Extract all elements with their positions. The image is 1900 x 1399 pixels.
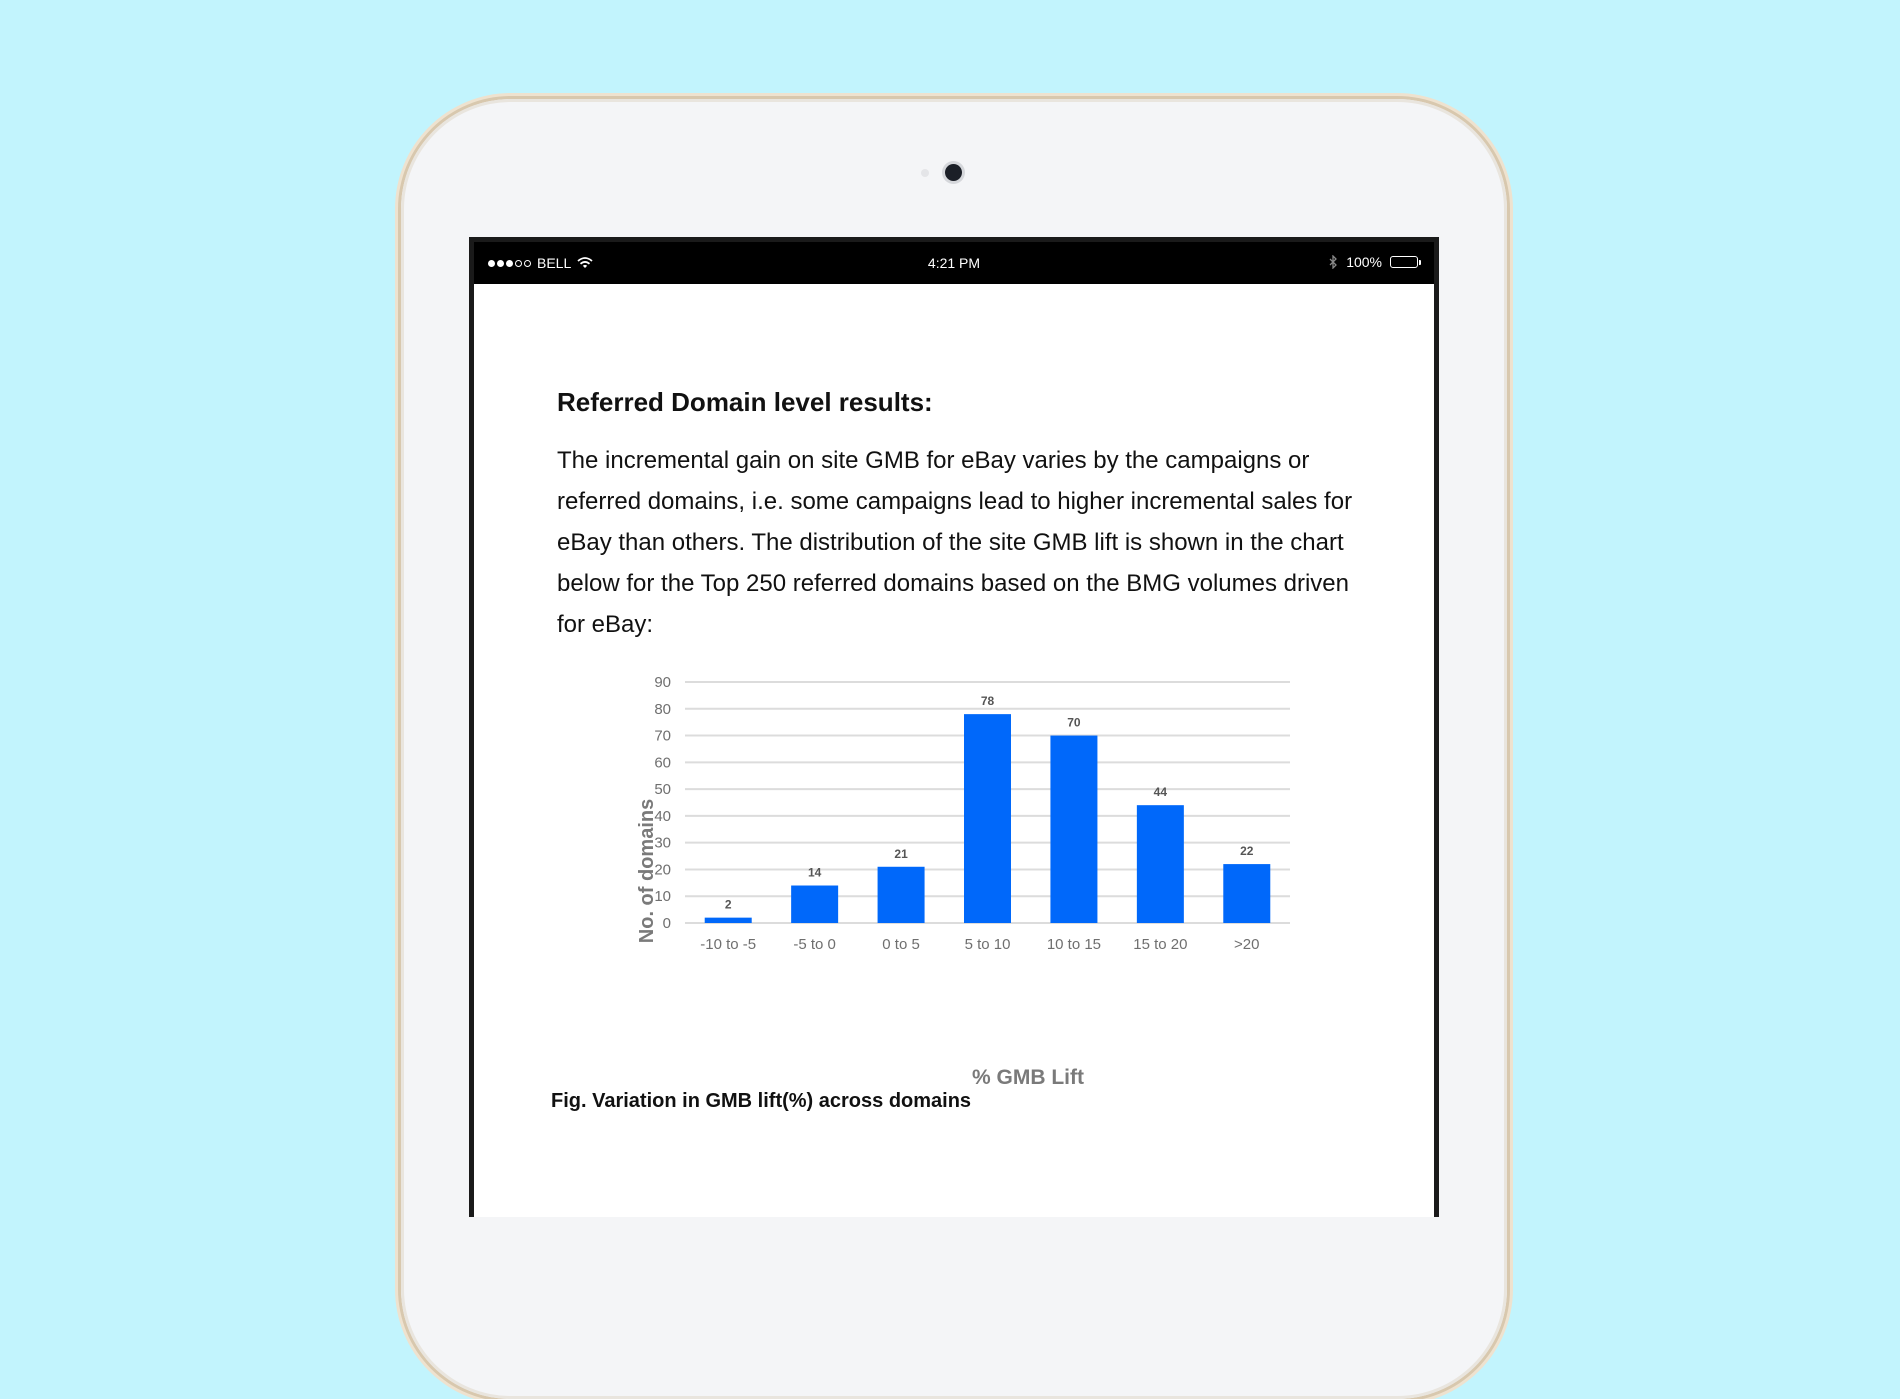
bluetooth-icon: [1329, 255, 1338, 269]
bar: [964, 714, 1011, 923]
front-camera: [945, 164, 962, 181]
status-time: 4:21 PM: [927, 255, 981, 271]
y-tick-label: 90: [654, 674, 671, 691]
section-heading: Referred Domain level results:: [557, 387, 933, 417]
y-tick-label: 0: [662, 915, 671, 932]
carrier-label: BELL: [537, 255, 572, 271]
y-tick-label: 70: [654, 727, 671, 745]
x-tick-label: 0 to 5: [882, 936, 920, 953]
chart-bars: [705, 714, 1271, 923]
figure-caption: Fig. Variation in GMB lift(%) across domains: [551, 1090, 972, 1112]
x-tick-label: 15 to 20: [1133, 936, 1188, 953]
y-tick-label: 40: [654, 807, 671, 825]
bar-data-label: 2: [724, 897, 732, 912]
status-right: [1329, 254, 1418, 270]
tablet-screen: [469, 237, 1439, 1217]
y-tick-label: 50: [654, 781, 671, 799]
bar: [1223, 864, 1270, 923]
x-tick-label: -5 to 0: [793, 936, 836, 953]
y-tick-label: 60: [654, 754, 671, 772]
y-tick-label: 80: [654, 700, 671, 718]
bar: [1137, 805, 1184, 923]
bar-data-label: 21: [894, 846, 908, 861]
y-tick-label: 10: [654, 888, 671, 906]
bar: [705, 918, 752, 923]
x-tick-label: 5 to 10: [964, 936, 1011, 953]
battery-icon: [1390, 256, 1418, 268]
body-paragraph: The incremental gain on site GMB for eBay varies by the campaigns or referred domains, i.e. some campaigns lead to higher incremental sales for eBay than others. The distribution of the site GMB lift is shown in the chart below for the Top 250 referred domains based on the BMG volumes driven for eBay:: [557, 447, 1353, 638]
bar-data-label: 44: [1153, 785, 1168, 800]
light-sensor: [921, 169, 929, 177]
y-tick-label: 20: [654, 861, 671, 879]
x-tick-label: -10 to -5: [700, 936, 757, 953]
bar-data-label: 70: [1067, 715, 1081, 730]
x-axis-ticks: [700, 936, 1259, 953]
x-tick-label: >20: [1234, 936, 1260, 953]
bar-data-label: 78: [980, 694, 995, 709]
bar: [791, 886, 838, 923]
bar: [878, 867, 925, 923]
bar-data-label: 22: [1240, 844, 1254, 859]
y-tick-label: 30: [654, 834, 671, 852]
bar-chart: [633, 670, 1333, 1090]
status-bar: [474, 242, 1434, 284]
bar: [1050, 736, 1097, 923]
x-axis-label: % GMB Lift: [972, 1066, 1084, 1089]
y-axis-label: No. of domains: [636, 798, 658, 944]
bar-data-label: 14: [807, 865, 822, 880]
x-tick-label: 10 to 15: [1046, 936, 1102, 953]
battery-percent: 100%: [1346, 254, 1382, 270]
